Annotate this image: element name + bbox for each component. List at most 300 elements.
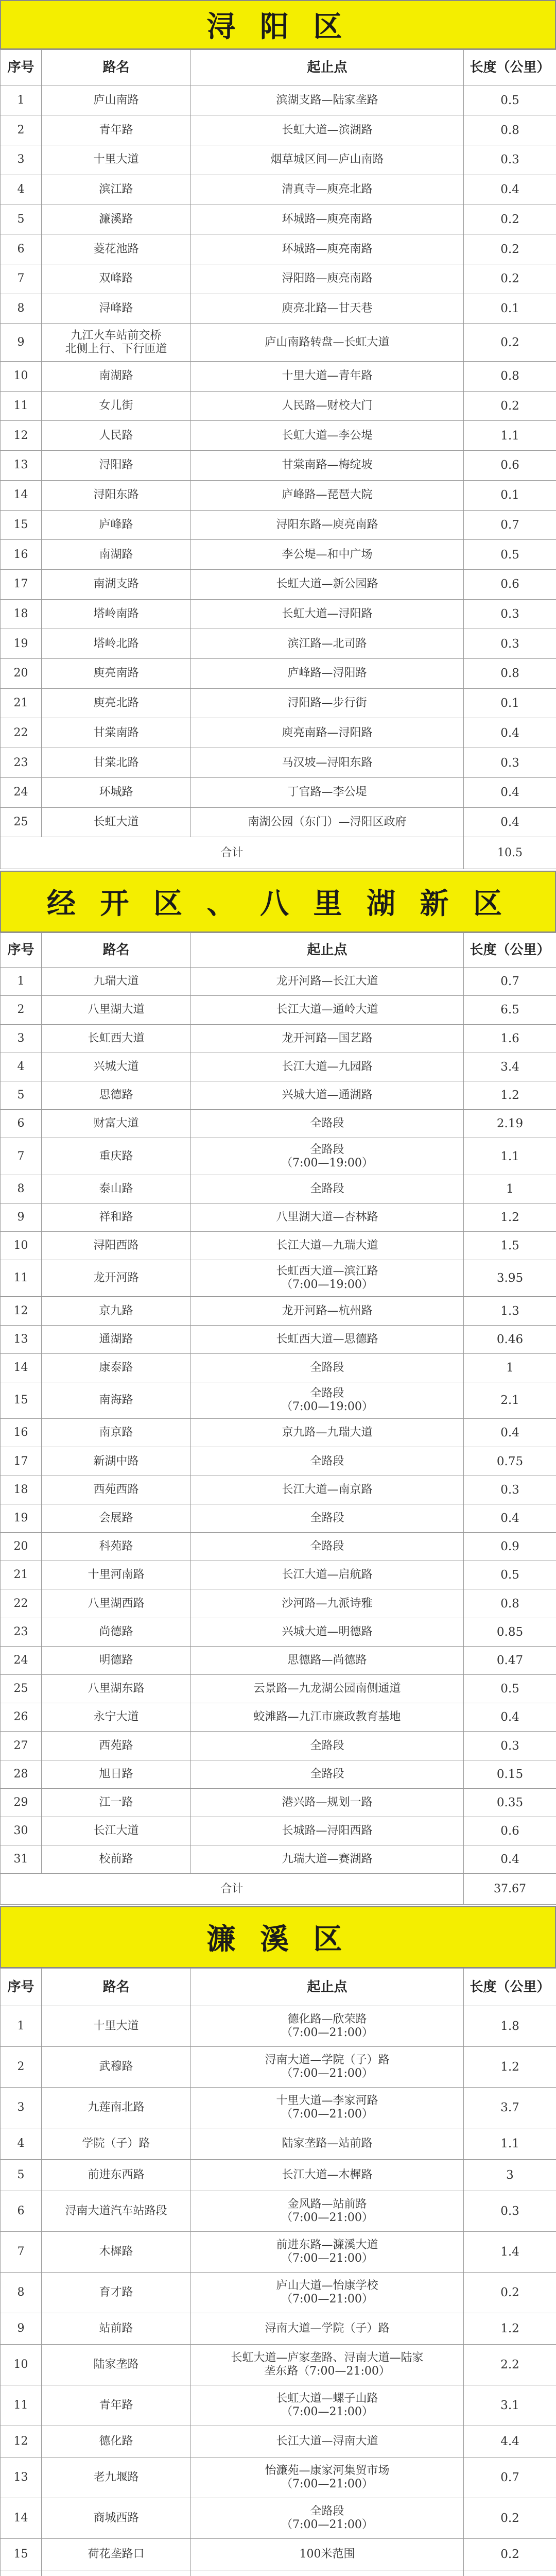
row-number: 19: [1, 1504, 42, 1532]
start-end-points: 全路段 （7:00—21:00）: [191, 2498, 464, 2539]
row-number: 7: [1, 1138, 42, 1175]
road-name: 南海路: [42, 1382, 191, 1419]
length-km: 0.2: [464, 234, 556, 264]
road-name: 商城西路: [42, 2498, 191, 2539]
start-end-points: 全路段: [191, 1110, 464, 1138]
road-name: 南湖支路: [42, 569, 191, 599]
table-xunyang: [0, 49, 556, 869]
length-km: 0.2: [464, 264, 556, 294]
length-km: 0.8: [464, 115, 556, 145]
length-km: 0.2: [464, 391, 556, 421]
table-row: [1, 1533, 556, 1561]
start-end-points: 思德路—尚德路: [191, 1646, 464, 1674]
start-end-points: 滨湖支路—陆家垄路: [191, 86, 464, 115]
row-number: 1: [1, 2006, 42, 2047]
length-km: 2.1: [464, 1382, 556, 1419]
length-km: 0.5: [464, 540, 556, 570]
table-row: [1, 2006, 556, 2047]
total-row: [1, 837, 556, 869]
length-km: 0.6: [464, 451, 556, 481]
road-name: 人民路: [42, 421, 191, 451]
length-km: 1.5: [464, 1232, 556, 1260]
start-end-points: 长江大道—九园路: [191, 1053, 464, 1081]
length-km: 0.85: [464, 1618, 556, 1646]
start-end-points: 十里大道—李家河路 （7:00—21:00）: [191, 2088, 464, 2128]
row-number: 21: [1, 1561, 42, 1589]
road-name: 青年路: [42, 2385, 191, 2426]
row-number: 13: [1, 451, 42, 481]
table-row: [1, 294, 556, 324]
column-header: 路名: [42, 50, 191, 86]
table-row: [1, 1703, 556, 1732]
length-km: 1.1: [464, 2128, 556, 2160]
road-name: 九莲南北路: [42, 2088, 191, 2128]
start-end-points: 长虹西大道—思德路: [191, 1325, 464, 1353]
table-row: [1, 1675, 556, 1703]
table-row: [1, 234, 556, 264]
road-name: 环城路: [42, 777, 191, 807]
column-header: 长度（公里）: [464, 933, 556, 967]
table-row: [1, 1325, 556, 1353]
table-row: [1, 1561, 556, 1589]
column-header: 序号: [1, 50, 42, 86]
row-number: 7: [1, 264, 42, 294]
length-km: 0.9: [464, 1533, 556, 1561]
road-name: 双峰路: [42, 264, 191, 294]
column-header: 序号: [1, 933, 42, 967]
row-number: 11: [1, 391, 42, 421]
length-km: 0.3: [464, 1732, 556, 1760]
road-name: 长江大道: [42, 1817, 191, 1845]
row-number: 13: [1, 1325, 42, 1353]
start-end-points: 烟草城区间—庐山南路: [191, 145, 464, 175]
road-name: 祥和路: [42, 1203, 191, 1231]
row-number: 4: [1, 175, 42, 205]
table-lianxi: [0, 1968, 556, 2576]
start-end-points: [191, 2570, 464, 2576]
start-end-points: 沙河路—九派诗雅: [191, 1589, 464, 1618]
length-km: 1.1: [464, 1138, 556, 1175]
table-row: [1, 1024, 556, 1053]
row-number: 28: [1, 1760, 42, 1788]
row-number: 9: [1, 2313, 42, 2345]
road-name: 九江火车站前交桥 北侧上行、下行匝道: [42, 324, 191, 362]
road-name: 南京路: [42, 1419, 191, 1447]
road-name: 甘棠北路: [42, 748, 191, 778]
start-end-points: 清真寺—庾亮北路: [191, 175, 464, 205]
row-number: 31: [1, 1845, 42, 1874]
table-row: [1, 451, 556, 481]
table-row: [1, 2458, 556, 2498]
table-row: [1, 569, 556, 599]
row-number: 15: [1, 1382, 42, 1419]
road-name: 八里湖大道: [42, 996, 191, 1024]
start-end-points: 浔南大道—学院（子）路 （7:00—21:00）: [191, 2047, 464, 2088]
row-number: 5: [1, 1081, 42, 1110]
total-row: [1, 1874, 556, 1904]
table-row: [1, 2128, 556, 2160]
table-row: [1, 1589, 556, 1618]
length-km: 1.3: [464, 1297, 556, 1325]
table-row: [1, 1297, 556, 1325]
length-km: 1.6: [464, 1024, 556, 1053]
length-km: 0.2: [464, 324, 556, 362]
column-header: 长度（公里）: [464, 50, 556, 86]
table-row: [1, 1788, 556, 1817]
row-number: 2: [1, 2047, 42, 2088]
row-number: 8: [1, 2273, 42, 2313]
length-km: 0.4: [464, 1703, 556, 1732]
row-number: 4: [1, 1053, 42, 1081]
table-row: [1, 1646, 556, 1674]
row-number: 25: [1, 807, 42, 837]
row-number: 18: [1, 1476, 42, 1504]
start-end-points: 全路段: [191, 1760, 464, 1788]
length-km: [464, 2570, 556, 2576]
row-number: 16: [1, 540, 42, 570]
length-km: 3.7: [464, 2088, 556, 2128]
table-header-row: [1, 933, 556, 967]
table-row: [1, 1110, 556, 1138]
row-number: 19: [1, 629, 42, 659]
road-name: 庐山南路: [42, 86, 191, 115]
road-name: 财富大道: [42, 1110, 191, 1138]
length-km: 1.2: [464, 2047, 556, 2088]
table-row: [1, 421, 556, 451]
start-end-points: 蛟滩路—九江市廉政教育基地: [191, 1703, 464, 1732]
table-row: [1, 1845, 556, 1874]
length-km: 0.47: [464, 1646, 556, 1674]
start-end-points: 长虹大道—庐家垄路、浔南大道—陆家 垄东路（7:00—21:00）: [191, 2345, 464, 2385]
table-row: [1, 2498, 556, 2539]
table-row: [1, 688, 556, 718]
length-km: 6.5: [464, 996, 556, 1024]
table-row: [1, 1382, 556, 1419]
length-km: 0.6: [464, 569, 556, 599]
road-name: 江一路: [42, 1788, 191, 1817]
table-row: [1, 2047, 556, 2088]
road-name: 西苑西路: [42, 1476, 191, 1504]
road-name: 南湖路: [42, 540, 191, 570]
table-row: [1, 2191, 556, 2232]
table-row: [1, 86, 556, 115]
start-end-points: 浔阳路—庾亮南路: [191, 264, 464, 294]
table-header-row: [1, 50, 556, 86]
row-number: 14: [1, 2498, 42, 2539]
row-number: 2: [1, 996, 42, 1024]
road-name: 塔岭南路: [42, 599, 191, 629]
row-number: 21: [1, 688, 42, 718]
road-name: 荷花垄路口: [42, 2539, 191, 2570]
table-row: [1, 264, 556, 294]
start-end-points: 长江大道—南京路: [191, 1476, 464, 1504]
row-number: 1: [1, 968, 42, 996]
road-name: 濂溪路: [42, 205, 191, 234]
table-row: [1, 599, 556, 629]
road-name: 滨江路: [42, 175, 191, 205]
table-row: [1, 777, 556, 807]
road-name: 浔阳东路: [42, 480, 191, 510]
length-km: 4.4: [464, 2426, 556, 2458]
row-number: 24: [1, 1646, 42, 1674]
length-km: 1.2: [464, 2313, 556, 2345]
road-name: 前进东西路: [42, 2160, 191, 2191]
start-end-points: 环城路—庾亮南路: [191, 234, 464, 264]
row-number: 1: [1, 86, 42, 115]
road-name: 龙开河路: [42, 1260, 191, 1297]
table-row: [1, 175, 556, 205]
table-row: [1, 1053, 556, 1081]
start-end-points: 全路段: [191, 1504, 464, 1532]
start-end-points: 长江大道—九瑞大道: [191, 1232, 464, 1260]
table-row: [1, 1138, 556, 1175]
row-number: 15: [1, 2539, 42, 2570]
start-end-points: 长江大道—通岭大道: [191, 996, 464, 1024]
table-row: [1, 1203, 556, 1231]
start-end-points: 港兴路—规划一路: [191, 1788, 464, 1817]
table-row: [1, 1175, 556, 1203]
table-row: [1, 2345, 556, 2385]
table-row: [1, 1618, 556, 1646]
column-header: 序号: [1, 1968, 42, 2006]
road-name: 青年路: [42, 115, 191, 145]
table-row: [1, 2570, 556, 2576]
table-row: [1, 1476, 556, 1504]
row-number: 16: [1, 1419, 42, 1447]
table-row: [1, 1260, 556, 1297]
length-km: 0.3: [464, 145, 556, 175]
section-title-jingkai-balihu: 经 开 区 、 八 里 湖 新 区: [0, 871, 556, 933]
row-number: 17: [1, 569, 42, 599]
length-km: 1.2: [464, 1203, 556, 1231]
road-name: 科苑路: [42, 1533, 191, 1561]
length-km: 3.4: [464, 1053, 556, 1081]
road-name: 校前路: [42, 1845, 191, 1874]
road-name: 明德路: [42, 1646, 191, 1674]
road-name: 老九堰路: [42, 2458, 191, 2498]
length-km: 0.75: [464, 1447, 556, 1476]
road-name: 浔南大道汽车站路段: [42, 2191, 191, 2232]
start-end-points: 庐山南路转盘—长虹大道: [191, 324, 464, 362]
length-km: 0.4: [464, 1419, 556, 1447]
length-km: 0.2: [464, 2273, 556, 2313]
column-header: 起止点: [191, 933, 464, 967]
row-number: 18: [1, 599, 42, 629]
row-number: 2: [1, 115, 42, 145]
table-row: [1, 1504, 556, 1532]
length-km: 0.1: [464, 688, 556, 718]
row-number: 4: [1, 2128, 42, 2160]
row-number: 11: [1, 2385, 42, 2426]
start-end-points: 龙开河路—杭州路: [191, 1297, 464, 1325]
table-row: [1, 1419, 556, 1447]
start-end-points: 长虹大道—李公堤: [191, 421, 464, 451]
road-name: 菱花池路: [42, 234, 191, 264]
start-end-points: 庾亮南路—浔阳路: [191, 718, 464, 748]
table-row: [1, 510, 556, 540]
row-number: 3: [1, 2088, 42, 2128]
start-end-points: 全路段 （7:00—19:00）: [191, 1138, 464, 1175]
row-number: 23: [1, 748, 42, 778]
length-km: 1.2: [464, 1081, 556, 1110]
length-km: 0.7: [464, 968, 556, 996]
road-name: 会展路: [42, 1504, 191, 1532]
start-end-points: 龙开河路—国艺路: [191, 1024, 464, 1053]
road-name: 站前路: [42, 2313, 191, 2345]
start-end-points: 庾亮北路—甘天巷: [191, 294, 464, 324]
start-end-points: 李公堤—和中广场: [191, 540, 464, 570]
road-name: 育才路: [42, 2273, 191, 2313]
road-name: 塔岭北路: [42, 629, 191, 659]
table-jingkai-balihu: [0, 933, 556, 1905]
road-name: 通湖路: [42, 1325, 191, 1353]
row-number: 10: [1, 362, 42, 392]
length-km: 0.1: [464, 480, 556, 510]
start-end-points: 怡濂苑—康家河集贸市场 （7:00—21:00）: [191, 2458, 464, 2498]
row-number: 26: [1, 1703, 42, 1732]
road-name: 旭日路: [42, 1760, 191, 1788]
length-km: 2.19: [464, 1110, 556, 1138]
section-title-lianxi: 濂 溪 区: [0, 1906, 556, 1968]
row-number: 6: [1, 234, 42, 264]
start-end-points: 环城路—庾亮南路: [191, 205, 464, 234]
start-end-points: 庐峰路—浔阳路: [191, 659, 464, 689]
length-km: 0.2: [464, 2539, 556, 2570]
length-km: 1.1: [464, 421, 556, 451]
length-km: 0.4: [464, 175, 556, 205]
row-number: 3: [1, 145, 42, 175]
road-name: 甘棠南路: [42, 718, 191, 748]
length-km: 0.3: [464, 748, 556, 778]
length-km: 1.4: [464, 2232, 556, 2273]
table-row: [1, 2539, 556, 2570]
table-row: [1, 1081, 556, 1110]
row-number: 6: [1, 2191, 42, 2232]
start-end-points: 长城路—浔阳西路: [191, 1817, 464, 1845]
row-number: 23: [1, 1618, 42, 1646]
start-end-points: 甘棠南路—梅绽坡: [191, 451, 464, 481]
length-km: 0.3: [464, 629, 556, 659]
start-end-points: 人民路—财校大门: [191, 391, 464, 421]
total-label: 合计: [1, 1874, 464, 1904]
start-end-points: 云景路—九龙湖公园南侧通道: [191, 1675, 464, 1703]
table-row: [1, 480, 556, 510]
length-km: 0.4: [464, 777, 556, 807]
start-end-points: 庐山大道—怡康学校 （7:00—21:00）: [191, 2273, 464, 2313]
length-km: 0.2: [464, 205, 556, 234]
start-end-points: 滨江路—北司路: [191, 629, 464, 659]
start-end-points: 100米范围: [191, 2539, 464, 2570]
row-number: [1, 2570, 42, 2576]
length-km: 0.35: [464, 1788, 556, 1817]
start-end-points: 长江大道—木樨路: [191, 2160, 464, 2191]
road-name: 泰山路: [42, 1175, 191, 1203]
table-row: [1, 362, 556, 392]
road-name: 庾亮北路: [42, 688, 191, 718]
table-row: [1, 2160, 556, 2191]
road-name: 木樨路: [42, 2232, 191, 2273]
table-row: [1, 324, 556, 362]
table-row: [1, 2313, 556, 2345]
table-row: [1, 1447, 556, 1476]
road-name: 思德路: [42, 1081, 191, 1110]
length-km: 1: [464, 1353, 556, 1382]
table-row: [1, 718, 556, 748]
road-name: 八里湖东路: [42, 1675, 191, 1703]
row-number: 30: [1, 1817, 42, 1845]
table-row: [1, 2426, 556, 2458]
length-km: 0.8: [464, 362, 556, 392]
table-row: [1, 629, 556, 659]
table-row: [1, 2232, 556, 2273]
length-km: 0.6: [464, 1817, 556, 1845]
table-row: [1, 540, 556, 570]
road-name: 庾亮南路: [42, 659, 191, 689]
row-number: 15: [1, 510, 42, 540]
start-end-points: 浔南大道—学院（子）路: [191, 2313, 464, 2345]
row-number: 8: [1, 1175, 42, 1203]
start-end-points: 长虹西大道—滨江路 （7:00—19:00）: [191, 1260, 464, 1297]
row-number: 5: [1, 205, 42, 234]
row-number: 12: [1, 2426, 42, 2458]
length-km: 0.5: [464, 1561, 556, 1589]
road-name: 永宁大道: [42, 1703, 191, 1732]
road-name: 十里大道: [42, 2006, 191, 2047]
row-number: 14: [1, 480, 42, 510]
table-row: [1, 807, 556, 837]
road-name: 德化路: [42, 2426, 191, 2458]
table-row: [1, 748, 556, 778]
start-end-points: 前进东路—濂溪大道 （7:00—21:00）: [191, 2232, 464, 2273]
table-row: [1, 205, 556, 234]
road-name: 浔阳路: [42, 451, 191, 481]
road-name: 浔阳西路: [42, 1232, 191, 1260]
row-number: 22: [1, 1589, 42, 1618]
table-row: [1, 968, 556, 996]
row-number: 13: [1, 2458, 42, 2498]
start-end-points: 全路段: [191, 1447, 464, 1476]
row-number: 22: [1, 718, 42, 748]
length-km: 0.1: [464, 294, 556, 324]
road-name: 尚德路: [42, 1618, 191, 1646]
start-end-points: 庐峰路—琵琶大院: [191, 480, 464, 510]
length-km: 0.3: [464, 1476, 556, 1504]
row-number: 5: [1, 2160, 42, 2191]
road-name: 长虹大道: [42, 807, 191, 837]
start-end-points: 浔阳东路—庾亮南路: [191, 510, 464, 540]
start-end-points: 南湖公园（东门）—浔阳区政府: [191, 807, 464, 837]
length-km: 0.8: [464, 659, 556, 689]
start-end-points: 陆家垄路—站前路: [191, 2128, 464, 2160]
column-header: 长度（公里）: [464, 1968, 556, 2006]
start-end-points: 十里大道—青年路: [191, 362, 464, 392]
road-name: [42, 2570, 191, 2576]
row-number: 12: [1, 1297, 42, 1325]
road-name: 京九路: [42, 1297, 191, 1325]
table-row: [1, 659, 556, 689]
road-name: 八里湖西路: [42, 1589, 191, 1618]
row-number: 14: [1, 1353, 42, 1382]
length-km: 0.4: [464, 807, 556, 837]
length-km: 0.15: [464, 1760, 556, 1788]
table-row: [1, 391, 556, 421]
start-end-points: 长虹大道—螺子山路 （7:00—21:00）: [191, 2385, 464, 2426]
start-end-points: 京九路—九瑞大道: [191, 1419, 464, 1447]
road-name: 女儿街: [42, 391, 191, 421]
length-km: 0.4: [464, 1504, 556, 1532]
road-name: 浔峰路: [42, 294, 191, 324]
row-number: 9: [1, 1203, 42, 1231]
